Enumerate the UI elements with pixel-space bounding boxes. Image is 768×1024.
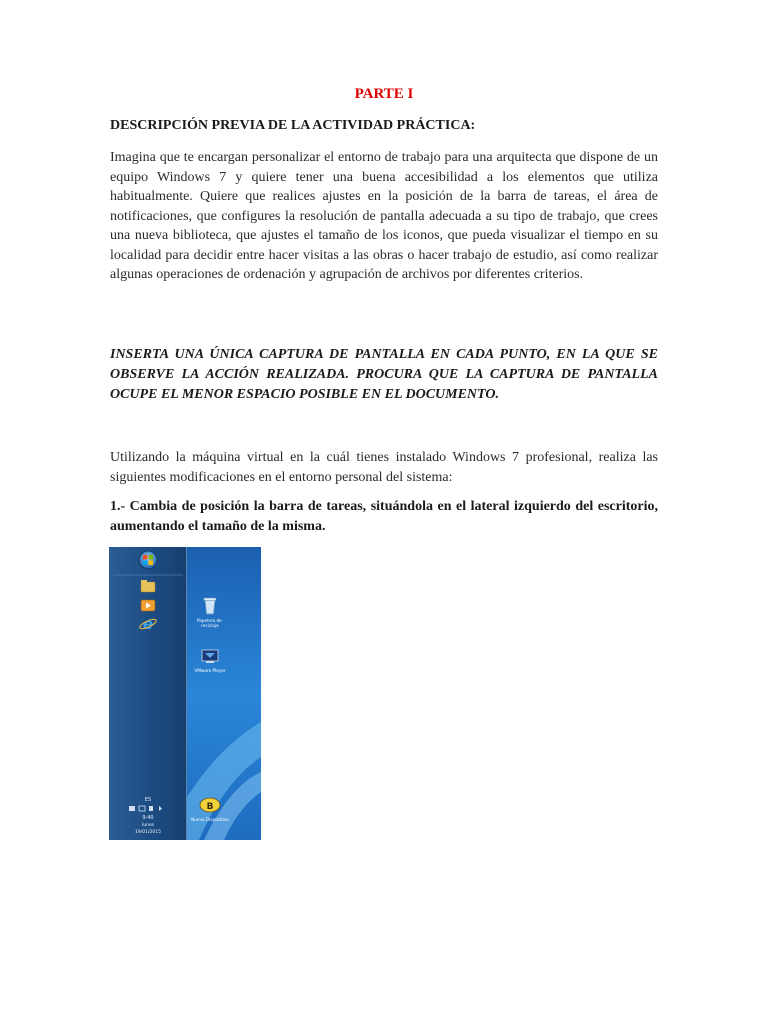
svg-text:e: e (142, 615, 154, 633)
desktop-icon-2-label: VMware Player (194, 668, 226, 673)
instruction-paragraph: INSERTA UNA ÚNICA CAPTURA DE PANTALLA EN CADA PUNTO, EN LA QUE SE OBSERVE LA ACCIÓN REALIZADA. PROCURA QUE LA CAPTURA DE PANTALLA OCUPE EL MENOR ESPACIO POSIBLE EN EL DOCUMENTO. (110, 347, 658, 402)
section-heading: DESCRIPCIÓN PREVIA DE LA ACTIVIDAD PRÁCTICA: (110, 118, 476, 133)
vm-paragraph: Utilizando la máquina virtual en la cuál tienes instalado Windows 7 profesional, realiza las siguientes modificaciones en el entorno personal del sistema: (110, 450, 658, 485)
svg-text:B: B (206, 802, 214, 812)
desktop-icon-1-label: Papelera de reciclaje (196, 618, 222, 628)
vmware-icon (202, 650, 218, 663)
screenshot-image (109, 547, 261, 840)
tray-time: 9:40 (142, 815, 154, 821)
part-title: PARTE I (354, 86, 414, 102)
desktop-icon-3-label: Nuevo Dispositivo (191, 817, 229, 822)
windows-orb-icon (139, 551, 157, 569)
folder-icon (141, 580, 155, 592)
tray-date: 19/01/2015 (135, 830, 161, 835)
tray-flag-icon (129, 806, 135, 811)
monitor-icon (149, 806, 153, 811)
media-player-icon (141, 600, 155, 611)
tray-language: ES (144, 797, 152, 803)
device-icon (200, 798, 220, 812)
screenshot-svg (109, 547, 261, 840)
question-1: 1.- Cambia de posición la barra de tareas, situándola en el lateral izquierdo del escritorio, aumentando el tamaño de la misma. (110, 499, 658, 534)
tray-day: lunes (141, 823, 155, 828)
intro-paragraph: Imagina que te encargan personalizar el entorno de trabajo para una arquitecta que dispone de un equipo Windows 7 y quiere tener una buena accesibilidad a los elementos que utiliza habitualmente. Quiere que realices ajustes en la posición de la barra de tareas, el área de notificaciones, que configures la resolución de pantalla adecuada a su tipo de trabajo, que crees una nueva biblioteca, que ajustes el tamaño de los iconos, que pueda visualizar el tiempo en su localidad para decidir entre hacer visitas a las obras o hacer trabajo de estudio, así como realizar algunas operaciones de ordenación y agrupación de archivos por diferentes criterios. (110, 150, 658, 282)
